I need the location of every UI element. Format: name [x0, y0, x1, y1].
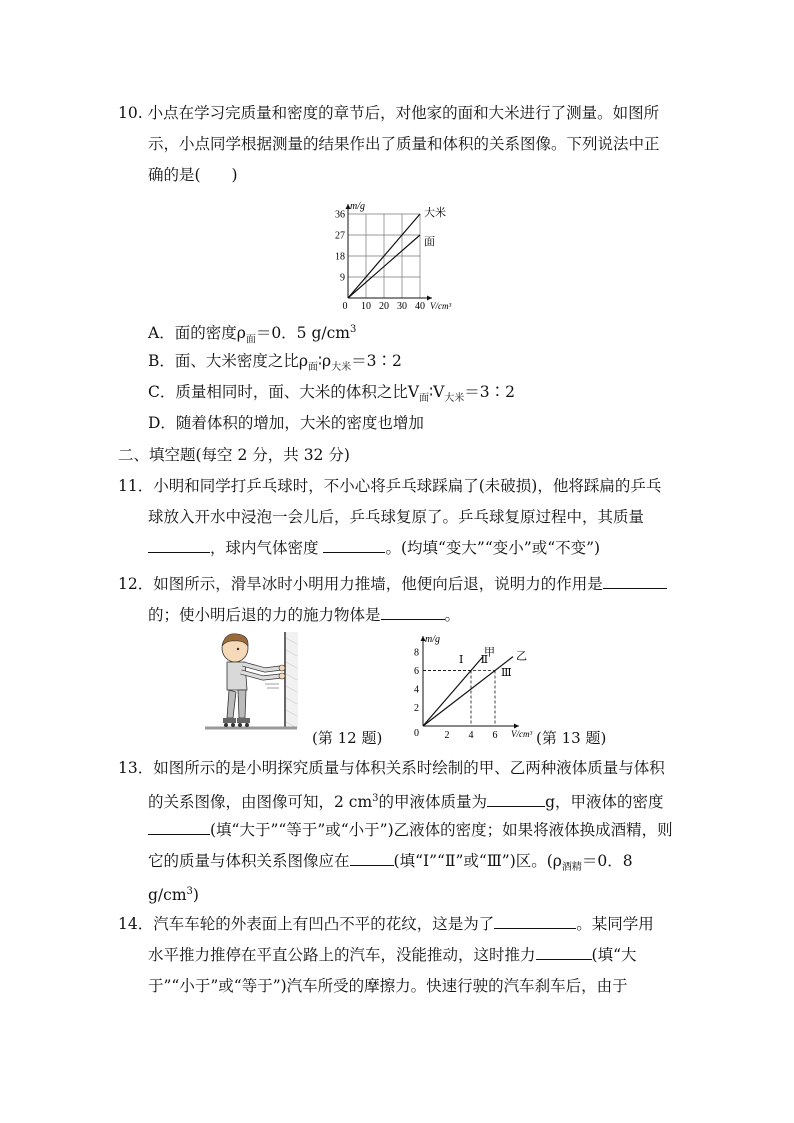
q12-figure-skater [205, 628, 305, 733]
q13-caption: (第 13 题) [536, 729, 607, 747]
section-heading: 二、填空题(每空 2 分，共 32 分) [118, 446, 350, 464]
x-axis-label: V/cm³ [511, 729, 533, 739]
series-label: 乙 [516, 650, 527, 663]
q10-line2: 示，小点同学根据测量的结果作出了质量和体积的关系图像。下列说法中正 [148, 135, 660, 153]
series-label: 甲 [484, 646, 495, 659]
q10-option-b: B．面、大米密度之比$\rho_面∶\rho_{大米}=3∶2$ [148, 352, 402, 374]
q11-line2: 球放入开水中浸泡一会儿后，乒乓球复原了。乒乓球复原过程中，其质量 [148, 508, 645, 526]
y-tick-label: 2 [414, 703, 419, 714]
q13-line5: $g/cm^3$) [148, 886, 199, 905]
region-label: Ⅲ [501, 667, 512, 680]
q11-line1: 11．小明和同学打乒乓球时，不小心将乒乓球踩扁了(未破损)，他将踩扁的乒乓 [118, 477, 662, 495]
series-label: 面 [424, 236, 435, 248]
series-line [423, 657, 513, 726]
answer-blank[interactable] [381, 605, 445, 620]
answer-blank[interactable] [350, 851, 394, 866]
x-tick-label: 2 [444, 730, 450, 741]
answer-blank[interactable] [148, 538, 210, 553]
answer-blank[interactable] [487, 792, 545, 807]
q10-option-a: A．面的密度$\rho_面=0$．5 $g/cm^3$ [148, 324, 357, 346]
q10-option-c: C．质量相同时，面、大米的体积之比$V_面∶V_{大米}=3∶2$ [148, 383, 516, 405]
region-label: Ⅰ [459, 654, 464, 667]
x-tick-label: 4 [468, 730, 474, 741]
x-axis-label: V/cm³ [430, 301, 452, 311]
q13-line2: 的关系图像，由图像可知，2 $cm^3$的甲液体质量为 g，甲液体的密度 [148, 793, 664, 812]
q14-line2: 水平推力推停在平直公路上的汽车，没能推动，这时推力 (填“大 [148, 946, 637, 964]
q12-line1: 12．如图所示，滑旱冰时小明用力推墙，他便向后退，说明力的作用是 [118, 574, 667, 594]
q13-chart [405, 628, 545, 743]
q13-line3: (填“大于”“等于”或“小于”)乙液体的密度；如果将液体换成酒精，则 [148, 820, 673, 840]
region-label: Ⅱ [480, 654, 489, 667]
origin-label: 0 [414, 728, 419, 739]
q13-line1: 13．如图所示的是小明探究质量与体积关系时绘制的甲、乙两种液体质量与体积 [118, 759, 665, 777]
q10-line1: 10. 小点在学习完质量和密度的章节后，对他家的面和大米进行了测量。如图所 [118, 104, 660, 122]
answer-blank[interactable] [148, 820, 210, 835]
q12-line2: 的；使小明后退的力的施力物体是 。 [148, 606, 461, 624]
x-axis-arrow [514, 724, 519, 729]
y-tick-label: 8 [414, 647, 419, 659]
series-line [423, 657, 483, 726]
x-tick-label: 10 [361, 301, 371, 311]
y-tick-label: 18 [335, 251, 345, 263]
x-tick-label: 0 [342, 301, 348, 311]
x-tick-label: 30 [397, 301, 407, 311]
q10-option-d: D．随着体积的增加，大米的密度也增加 [148, 414, 424, 432]
y-axis-label: m/g [425, 634, 440, 645]
x-tick-label: 40 [415, 301, 425, 311]
y-tick-label: 27 [335, 230, 345, 242]
q14-line3: 于”“小于”或“等于”)汽车所受的摩擦力。快速行驶的汽车刹车后，由于 [148, 977, 628, 995]
answer-blank[interactable] [323, 538, 385, 553]
y-tick-label: 6 [414, 666, 419, 677]
answer-blank[interactable] [603, 574, 667, 589]
q10-line3: 确的是( ) [148, 166, 238, 184]
q14-line1: 14．汽车车轮的外表面上有凹凸不平的花纹，这是为了 。某同学用 [118, 915, 654, 933]
answer-blank[interactable] [494, 914, 576, 929]
q13-line4: 它的质量与体积关系图像应在 (填“Ⅰ”“Ⅱ”或“Ⅲ”)区。($\rho_{酒精}=0$．8 [148, 852, 633, 874]
y-tick-label: 4 [414, 684, 419, 696]
x-tick-label: 20 [379, 301, 389, 311]
y-tick-label: 36 [335, 209, 345, 221]
x-tick-label: 6 [492, 730, 498, 741]
q11-line3: ，球内气体密度 。(均填“变大”“变小”或“不变”) [148, 538, 600, 558]
series-label: 大米 [424, 207, 446, 219]
y-tick-label: 9 [340, 272, 345, 284]
answer-blank[interactable] [536, 945, 592, 960]
q10-chart [330, 196, 470, 311]
x-axis-arrow [427, 296, 432, 301]
y-axis-label: m/g [350, 201, 365, 212]
q12-caption: (第 12 题) [312, 729, 383, 747]
